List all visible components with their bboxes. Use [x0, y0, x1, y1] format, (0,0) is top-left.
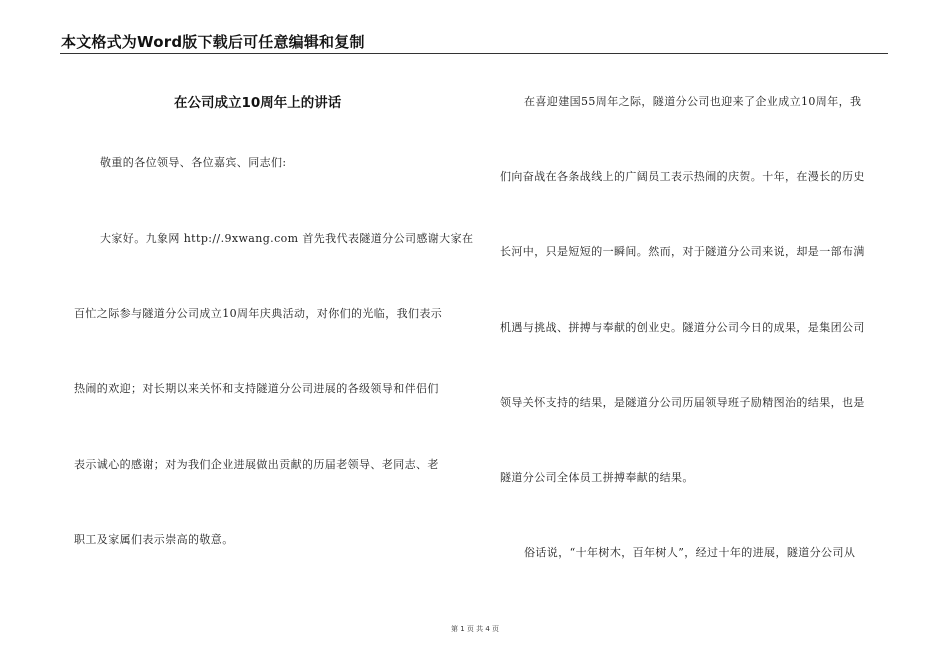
left-line-2: 大家好。九象网 http://.9xwang.com 首先我代表隧道分公司感谢大家在: [100, 232, 474, 245]
right-line-2: 们向奋战在各条战线上的广阔员工表示热闹的庆贺。十年，在漫长的历史: [500, 170, 865, 183]
right-line-4: 机遇与挑战、拼搏与奉献的创业史。隧道分公司今日的成果，是集团公司: [500, 321, 865, 334]
left-line-6: 职工及家属们表示崇高的敬意。: [74, 533, 234, 546]
right-line-3: 长河中，只是短短的一瞬间。然而，对于隧道分公司来说，却是一部布满: [500, 245, 865, 258]
right-line-5: 领导关怀支持的结果，是隧道分公司历届领导班子励精图治的结果，也是: [500, 396, 865, 409]
document-banner: 本文格式为Word版下载后可任意编辑和复制: [61, 33, 365, 51]
left-line-salutation: 敬重的各位领导、各位嘉宾、同志们:: [100, 156, 287, 169]
document-title: 在公司成立10周年上的讲话: [174, 95, 342, 111]
right-line-7: 俗话说，“十年树木，百年树人”，经过十年的进展，隧道分公司从: [524, 546, 856, 559]
left-line-3: 百忙之际参与隧道分公司成立10周年庆典活动，对你们的光临，我们表示: [74, 307, 443, 320]
banner-divider: [60, 53, 888, 54]
right-line-6: 隧道分公司全体员工拼搏奉献的结果。: [500, 471, 694, 484]
right-line-1: 在喜迎建国55周年之际，隧道分公司也迎来了企业成立10周年，我: [524, 95, 862, 108]
left-line-4: 热闹的欢迎；对长期以来关怀和支持隧道分公司进展的各级领导和伴侣们: [74, 382, 439, 395]
page-indicator: 第 1 页 共 4 页: [450, 625, 500, 633]
left-line-5: 表示诚心的感谢；对为我们企业进展做出贡献的历届老领导、老同志、老: [74, 458, 439, 471]
